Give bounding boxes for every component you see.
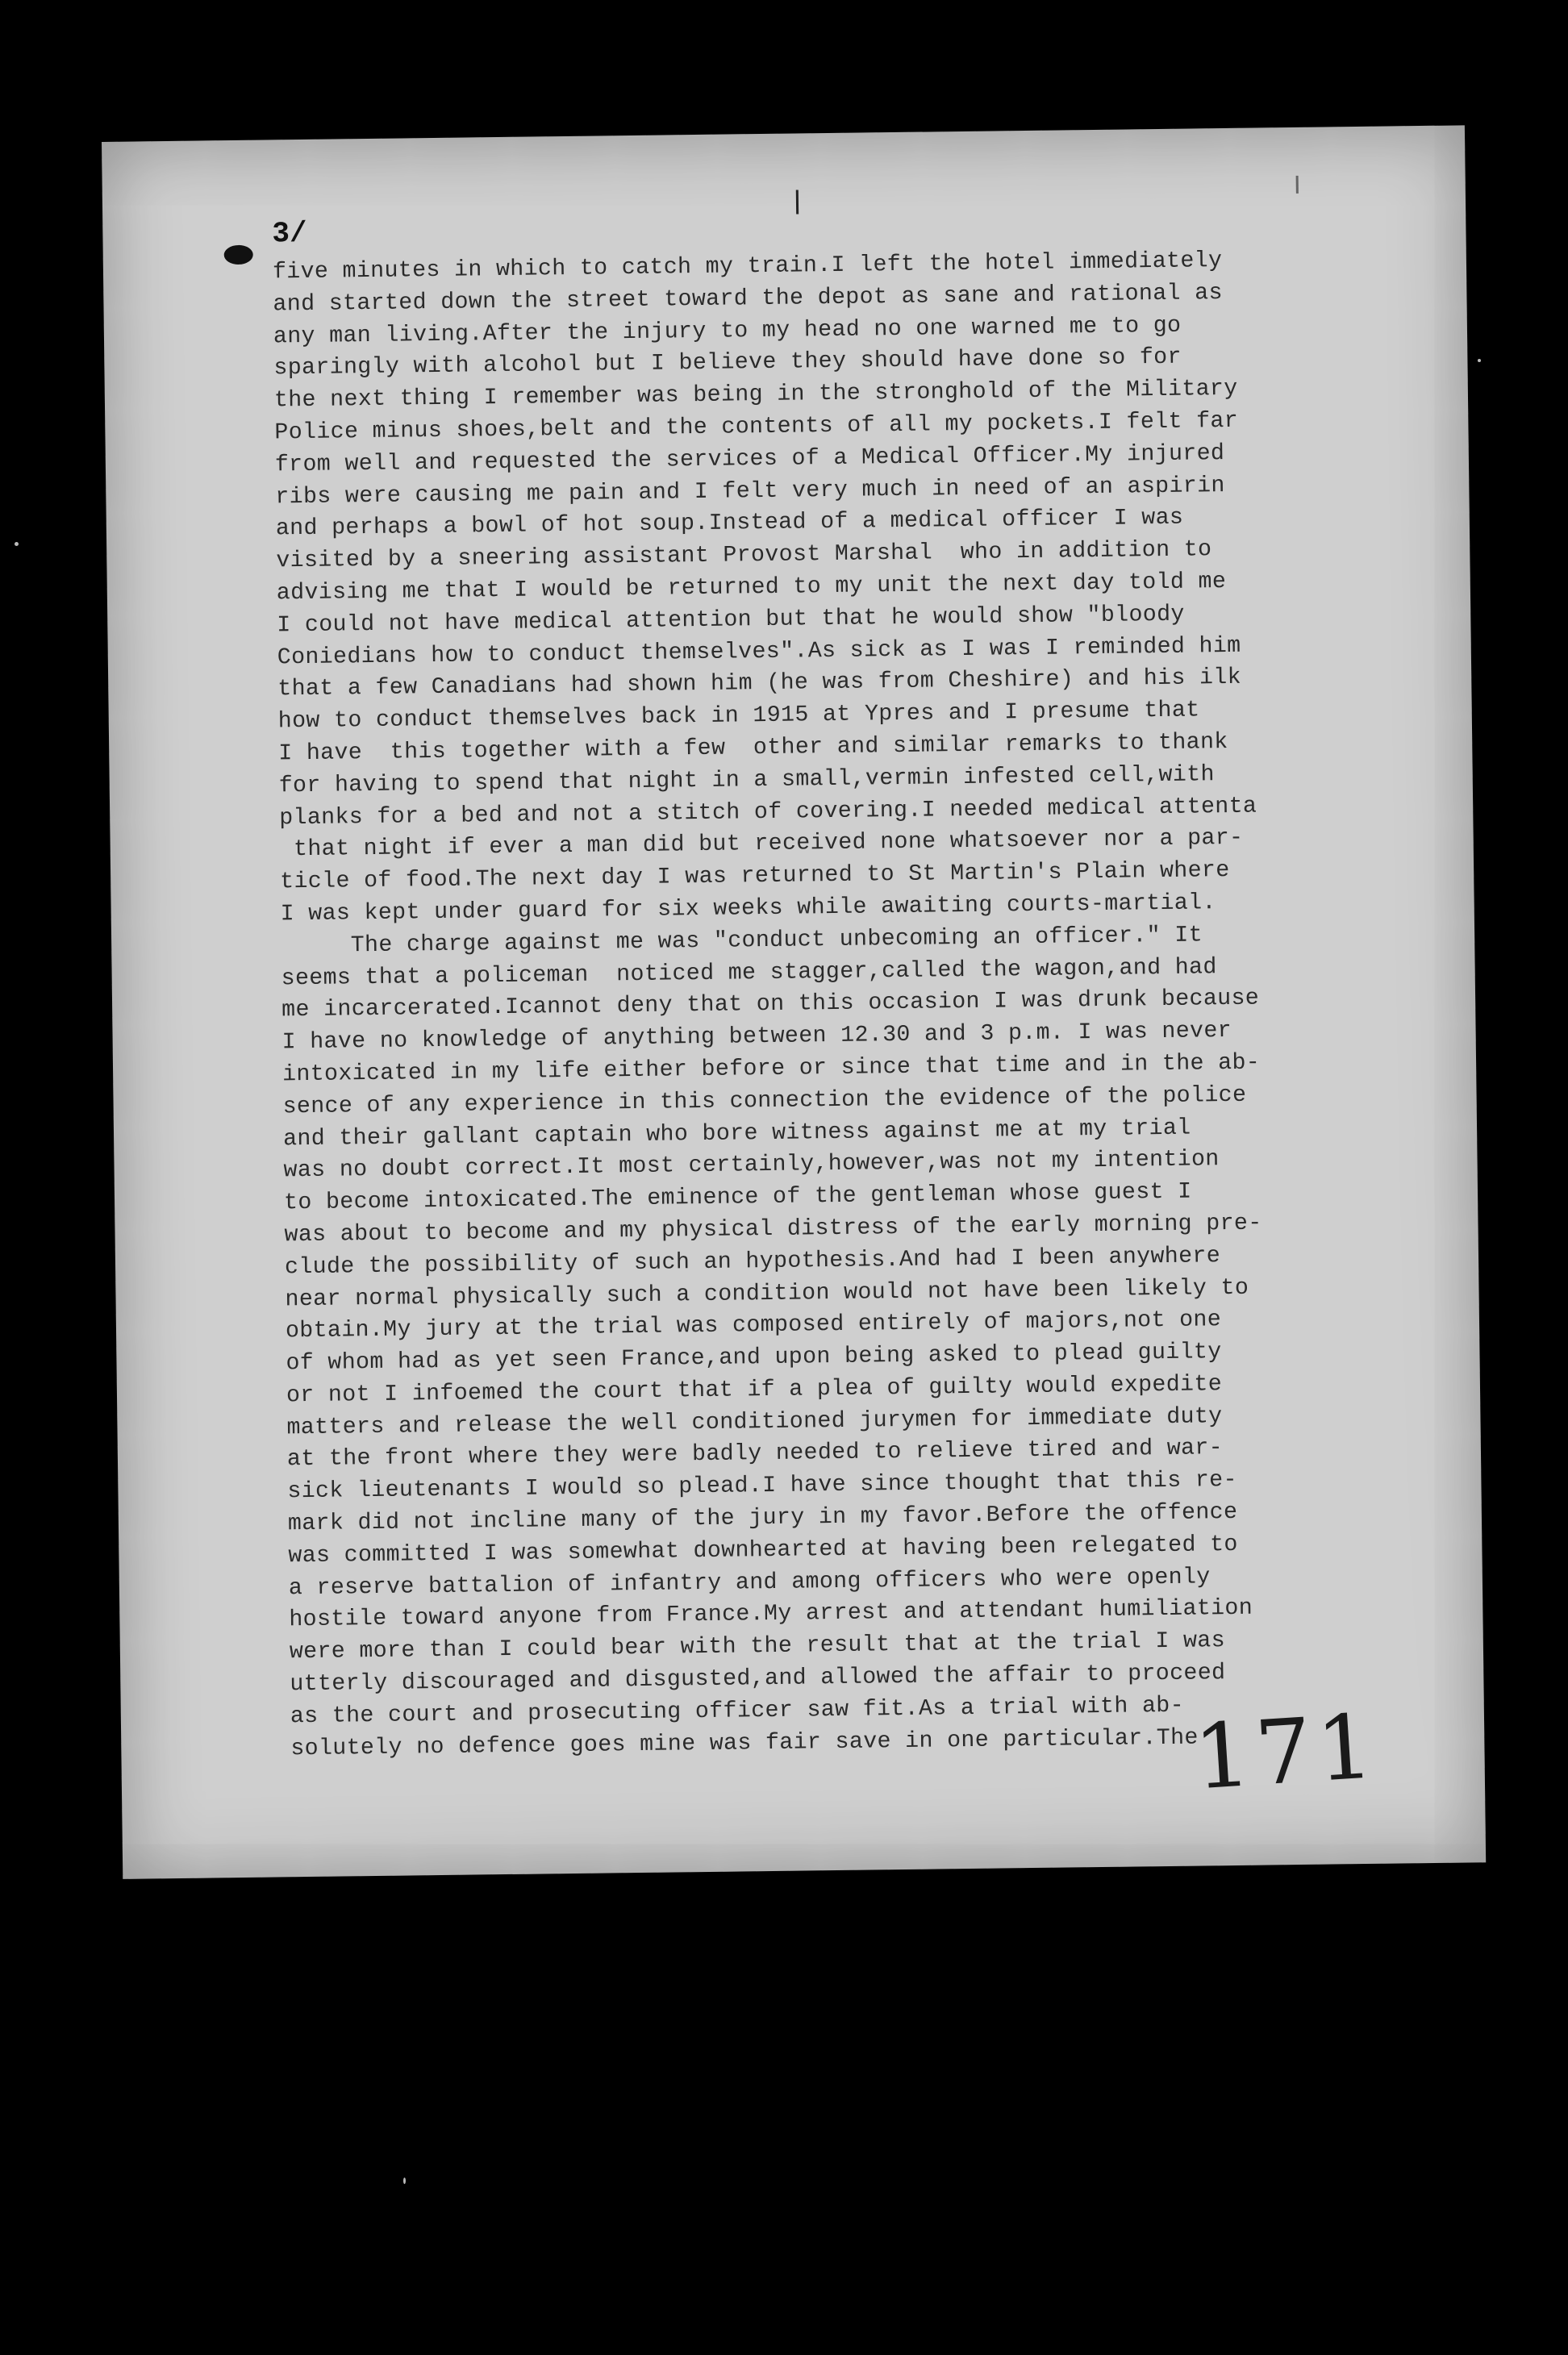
text-line: that a few Canadians had shown him (he was from Cheshire) and his ilk [277,665,1242,702]
text-line: advising me that I would be returned to my unit the next day told me [276,569,1227,606]
text-line: matters and release the well conditioned jurymen for immediate duty [286,1403,1223,1441]
text-line: a reserve battalion of infantry and among officers who were openly [288,1565,1211,1601]
paper-mark [796,190,799,214]
text-line: for having to spend that night in a small,vermin infested cell,with [278,761,1216,799]
text-line: utterly discouraged and disgusted,and allowed the affair to proceed [290,1661,1226,1698]
text-line: the next thing I remember was being in the stronghold of the Military [273,377,1238,414]
text-line: I have no knowledge of anything between 12.30 and 3 p.m. I was never [281,1019,1232,1056]
text-line: I was kept under guard for six weeks while awaiting courts-martial. [280,890,1216,927]
film-speck [15,542,19,546]
text-line: solutely no defence goes mine was fair save in one particular.The [290,1725,1199,1761]
text-line: me incarcerated.Icannot deny that on this occasion I was drunk because [281,986,1260,1023]
text-line: was no doubt correct.It most certainly,however,was not my intention [283,1147,1220,1184]
text-line: how to conduct themselves back in 1915 at Ypres and I presume that [277,698,1200,735]
paper-mark [1296,176,1299,194]
text-line: of whom had as yet seen France,and upon being asked to plead guilty [286,1340,1222,1377]
text-line: any man living.After the injury to my head no one warned me to go [273,313,1182,350]
text-line: ribs were causing me pain and I felt very much in need of an aspirin [275,473,1225,510]
text-line: clude the possibility of such an hypothesis.And had I been anywhere [284,1243,1221,1281]
ink-blot [224,245,253,265]
text-line: I could not have medical attention but that he would show "bloody [277,602,1185,639]
text-line: Police minus shoes,belt and the contents of all my pockets.I felt far [274,408,1239,446]
text-line: sence of any experience in this connection the evidence of the police [282,1082,1247,1120]
text-line: and started down the street toward the depot as sane and rational as [273,280,1224,318]
text-line: as the court and prosecuting officer saw fit.As a trial with ab- [290,1693,1185,1730]
text-line: from well and requested the services of a Medical Officer.My injured [274,440,1225,478]
text-line: ticle of food.The next day I was returned to St Martin's Plain where [280,858,1230,895]
text-line: planks for a bed and not a stitch of covering.I needed medical attenta [279,794,1257,831]
text-line: near normal physically such a condition would not have been likely to [285,1275,1249,1312]
text-line: mark did not incline many of the jury in my favor.Before the offence [287,1500,1238,1537]
film-speck [1478,359,1481,362]
text-line: hostile toward anyone from France.My arrest and attendant humiliation [289,1596,1253,1633]
film-speck [403,2178,406,2184]
text-line: I have this together with a few other and similar remarks to thank [278,729,1228,767]
text-line: seems that a policeman noticed me stagger,called the wagon,and had [281,954,1217,991]
text-line: sparingly with alcohol but I believe they should have done so for [273,345,1182,381]
text-line: were more than I could bear with the result that at the trial I was [289,1628,1226,1665]
text-line: The charge against me was "conduct unbecoming an officer." It [281,923,1203,960]
page-number: 3/ [272,216,307,251]
text-line: intoxicated in my life either before or since that time and in the ab- [281,1050,1261,1088]
text-line: was about to become and my physical distress of the early morning pre- [284,1211,1262,1248]
text-line: Coniedians how to conduct themselves".As sick as I was I reminded him [277,633,1241,670]
typed-text [273,243,1437,1765]
text-line: at the front where they were badly needed to relieve tired and war- [286,1436,1224,1473]
text-line: that night if ever a man did but received none whatsoever nor a par- [279,826,1244,863]
text-line: and their gallant captain who bore witness against me at my trial [282,1115,1191,1152]
text-line: five minutes in which to catch my train.I left the hotel immediately [272,248,1223,286]
text-line: or not I infoemed the court that if a plea of guilty would expedite [286,1372,1223,1409]
text-line: visited by a sneering assistant Provost Marshal who in addition to [276,537,1212,574]
text-line: to become intoxicated.The eminence of the gentleman whose guest I [283,1179,1192,1216]
handwritten-folio-number: 171 [1191,1694,1382,1810]
text-line: obtain.My jury at the trial was composed entirely of majors,not one [285,1307,1222,1344]
document-page [102,125,1486,1878]
text-line: and perhaps a bowl of hot soup.Instead of a medical officer I was [275,506,1184,542]
text-line: was committed I was somewhat downhearted at having been relegated to [288,1532,1238,1569]
text-line: sick lieutenants I would so plead.I have since thought that this re- [287,1468,1238,1505]
